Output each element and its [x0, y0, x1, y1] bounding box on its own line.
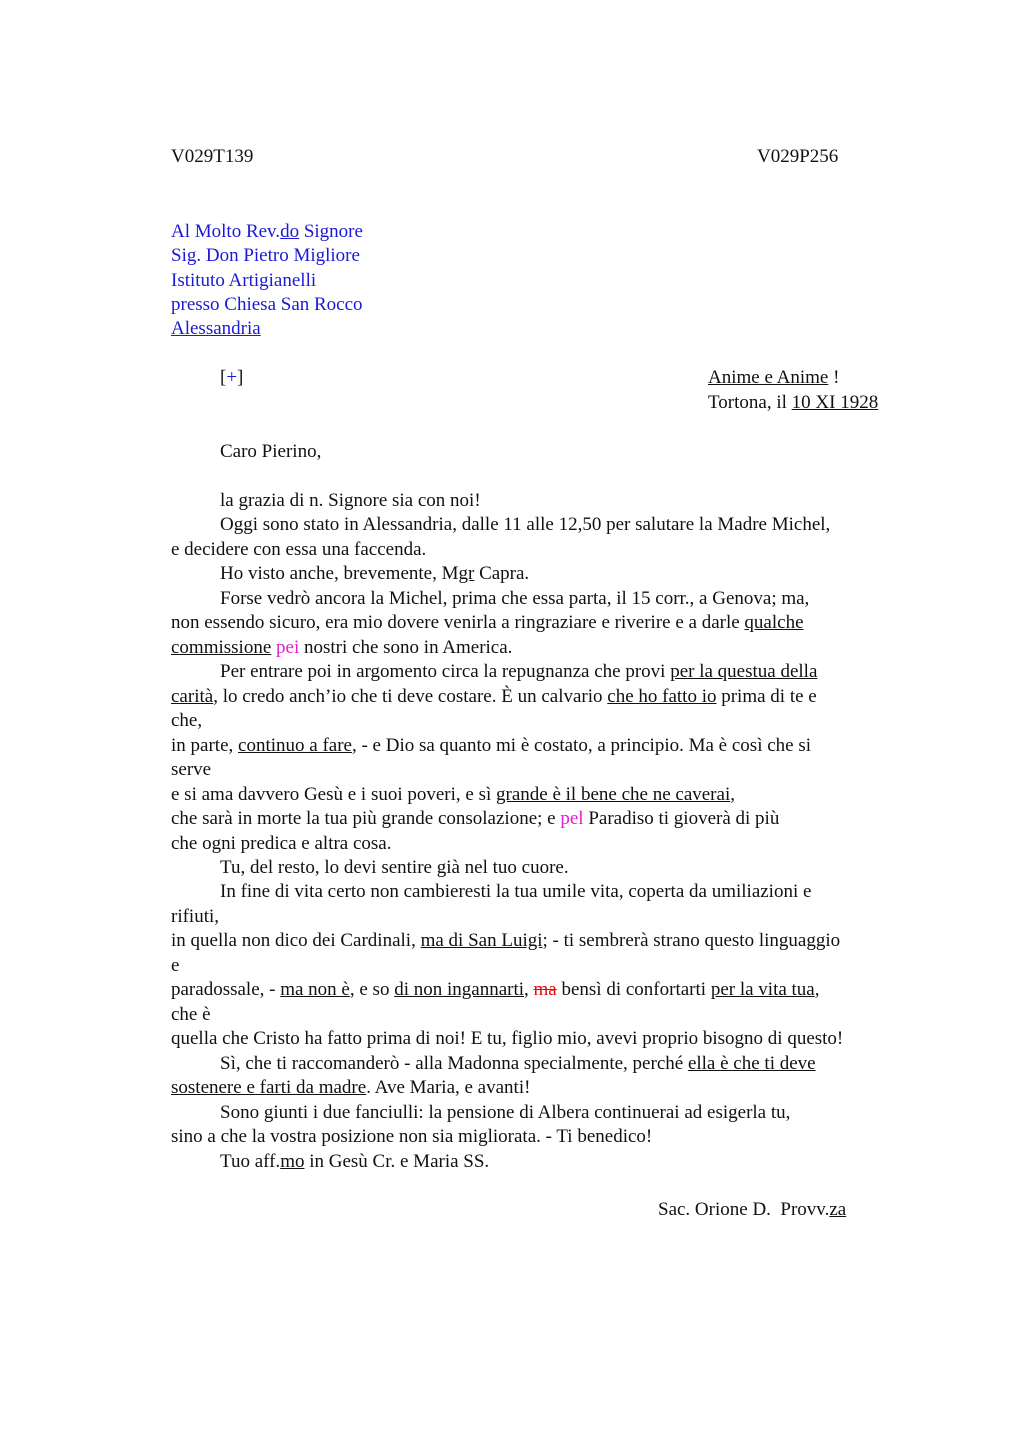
- cross-icon: +: [226, 367, 238, 388]
- body-line: che è: [171, 1004, 211, 1025]
- body-line: Tu, del resto, lo devi sentire già nel tuo cuore.: [220, 857, 569, 878]
- body-line: paradossale, - ma non è, e so di non ingannarti, ma bensì di confortarti per la vita tua,: [171, 979, 820, 1000]
- motto: Anime e Anime !: [708, 367, 840, 388]
- dateline: Tortona, il 10 XI 1928: [708, 392, 879, 413]
- body-line: Forse vedrò ancora la Michel, prima che essa parta, il 15 corr., a Genova; ma,: [220, 588, 810, 609]
- body-line: Sì, che ti raccomanderò - alla Madonna specialmente, perché ella è che ti deve: [220, 1053, 816, 1074]
- greeting: Caro Pierino,: [220, 441, 322, 462]
- body-line: serve: [171, 759, 212, 780]
- body-line: Per entrare poi in argomento circa la repugnanza che provi per la questua della: [220, 661, 818, 682]
- body-line: carità, lo credo anch’io che ti deve costare. È un calvario che ho fatto io prima di te e: [171, 686, 817, 707]
- body-line: non essendo sicuro, era mio dovere venirla a ringraziare e riverire e a darle qualche: [171, 612, 804, 633]
- signature: Sac. Orione D. Provv.za: [658, 1199, 847, 1220]
- address-line-4: presso Chiesa San Rocco: [171, 294, 363, 315]
- body-line: Tuo aff.mo in Gesù Cr. e Maria SS.: [220, 1151, 490, 1172]
- address-line-5: Alessandria: [171, 318, 261, 339]
- body-line: sino a che la vostra posizione non sia migliorata. - Ti benedico!: [171, 1126, 653, 1147]
- body-line: la grazia di n. Signore sia con noi!: [220, 490, 481, 511]
- body-line: In fine di vita certo non cambieresti la tua umile vita, coperta da umiliazioni e: [220, 881, 812, 902]
- address-line-2: Sig. Don Pietro Migliore: [171, 245, 360, 266]
- body-line: commissione pei nostri che sono in America.: [171, 637, 513, 658]
- body-line: Oggi sono stato in Alessandria, dalle 11 alle 12,50 per salutare la Madre Michel,: [220, 514, 831, 535]
- cross-mark: [+]: [220, 367, 244, 388]
- body-line: Ho visto anche, brevemente, Mgr Capra.: [220, 563, 530, 584]
- body-line: che sarà in morte la tua più grande consolazione; e pel Paradiso ti gioverà di più: [171, 808, 780, 829]
- body-line: e decidere con essa una faccenda.: [171, 539, 427, 560]
- body-line: in parte, continuo a fare, - e Dio sa quanto mi è costato, a principio. Ma è così che si: [171, 735, 812, 756]
- body-line: e si ama davvero Gesù e i suoi poveri, e sì grande è il bene che ne caverai,: [171, 784, 735, 805]
- body-line: Sono giunti i due fanciulli: la pensione di Albera continuerai ad esigerla tu,: [220, 1102, 791, 1123]
- struck-word: ma: [533, 979, 557, 1000]
- document-code-right: V029P256: [757, 146, 839, 167]
- body-line: che,: [171, 710, 203, 731]
- body-line: sostenere e farti da madre. Ave Maria, e avanti!: [171, 1077, 531, 1098]
- body-line: in quella non dico dei Cardinali, ma di San Luigi; - ti sembrerà strano questo linguaggio: [171, 930, 841, 951]
- body-line: e: [171, 955, 180, 976]
- body-line: che ogni predica e altra cosa.: [171, 833, 392, 854]
- address-line-3: Istituto Artigianelli: [171, 270, 317, 291]
- body-line: rifiuti,: [171, 906, 220, 927]
- body-line: quella che Cristo ha fatto prima di noi! E tu, figlio mio, avevi proprio bisogno di questo!: [171, 1028, 844, 1049]
- address-line-1: Al Molto Rev.do Signore: [171, 221, 363, 242]
- document-code-left: V029T139: [171, 146, 254, 167]
